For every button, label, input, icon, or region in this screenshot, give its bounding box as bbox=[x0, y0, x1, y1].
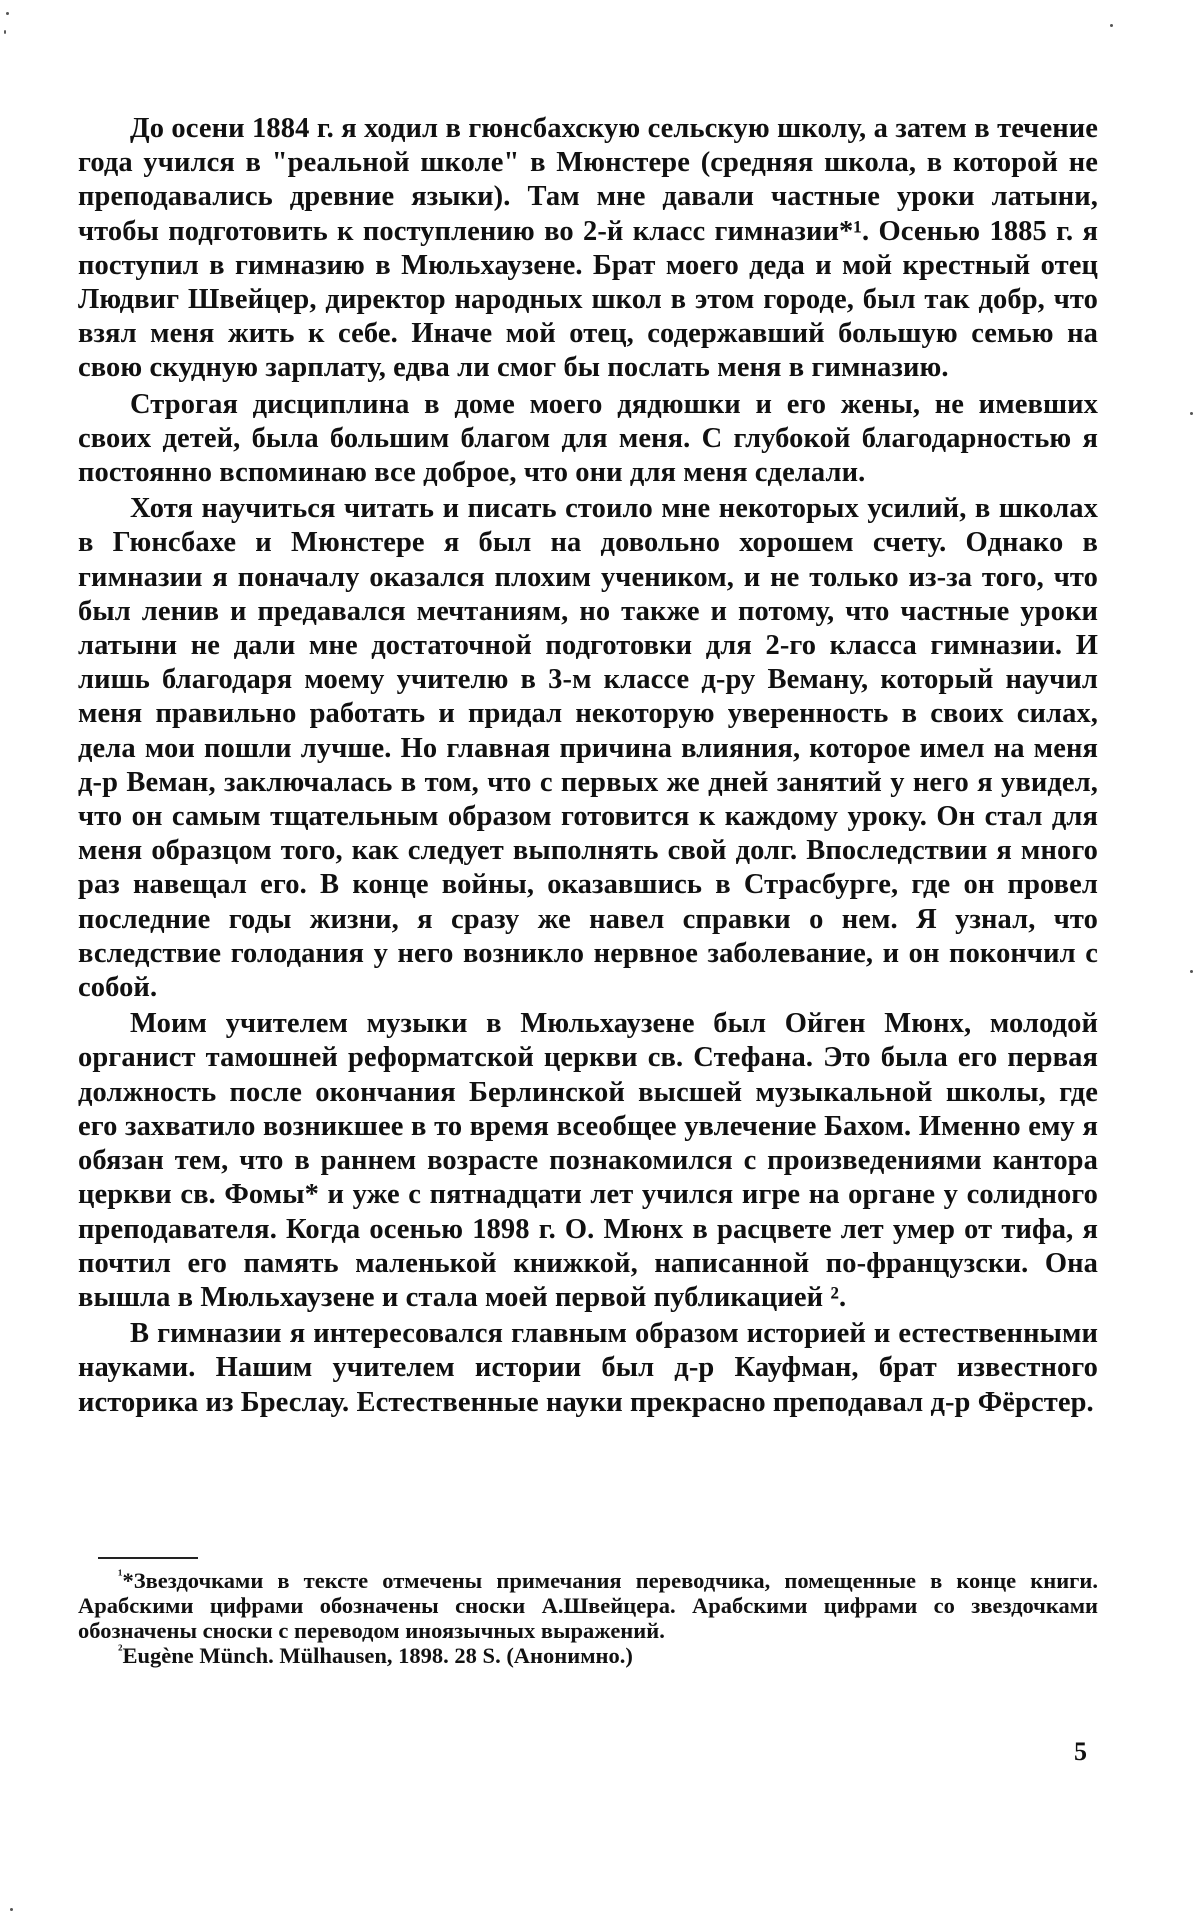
footnotes bbox=[78, 1568, 1098, 1668]
scan-speck bbox=[10, 1908, 13, 1911]
scan-speck bbox=[1190, 970, 1193, 973]
footnote-separator bbox=[98, 1557, 198, 1559]
scan-speck bbox=[1110, 24, 1113, 27]
footnote-mark: ¹ bbox=[118, 1567, 123, 1584]
scan-speck bbox=[1190, 412, 1193, 415]
footnote-text: Eugène Münch. Mülhausen, 1898. 28 S. (Анонимно.) bbox=[122, 1643, 633, 1668]
main-text bbox=[78, 112, 1098, 1420]
footnote-mark: ² bbox=[118, 1642, 123, 1659]
paragraph: В гимназии я интересовался главным образом историей и естественными науками. Нашим учителем истории был д-р Кауфман, брат известного историка из Бреслау. Естественные науки прекрасно преподавал д-р Фёрстер. bbox=[78, 1318, 1098, 1418]
footnote bbox=[78, 1643, 1098, 1668]
paragraph: Хотя научиться читать и писать стоило мне некоторых усилий, в школах в Гюнсбахе и Мюнстере я был на довольно хорошем счету. Однако в гимназии я поначалу оказался плохим учеником, и не только из-за того, что был ленив и предавался мечтаниям, но также и потому, что частные уроки латыни не дали мне достаточной подготовки для 2-го класса гимназии. И лишь благодаря моему учителю в 3-м классе д-ру Веману, который научил меня правильно работать и придал некоторую уверенность в своих силах, дела мои пошли лучше. Но главная причина влияния, которое имел на меня д-р Веман, заключалась в том, что с первых же дней занятий у него я увидел, что он самым тщательным образом готовится к каждому уроку. Он стал для меня образцом того, как следует выполнять свой долг. Впоследствии я много раз навещал его. В конце войны, оказавшись в Страсбурге, где он провел последние годы жизни, я сразу же навел справки о нем. Я узнал, что вследствие голодания у него возникло нервное заболевание, и он покончил с собой. bbox=[78, 493, 1098, 1004]
paragraph: Строгая дисциплина в доме моего дядюшки и его жены, не имевших своих детей, была большим благом для меня. С глубокой благодарностью я постоянно вспоминаю все доброе, что они для меня сделали. bbox=[78, 388, 1098, 489]
paragraph: Моим учителем музыки в Мюльхаузене был Ойген Мюнх, молодой органист тамошней реформатской церкви св. Стефана. Это была его первая должность после окончания Берлинской высшей музыкальной школы, где его захватило возникшее в то время всеобщее увлечение Бахом. Именно ему я обязан тем, что в раннем возрасте познакомился с произведениями кантора церкви св. Фомы* и уже с пятнадцати лет учился игре на органе у солидного преподавателя. Когда осенью 1898 г. О. Мюнх в расцвете лет умер от тифа, я почтил его память маленькой книжкой, написанной по-французски. Она вышла в Мюльхаузене и стала моей первой публикацией ². bbox=[78, 1008, 1098, 1313]
page-number: 5 bbox=[1074, 1737, 1087, 1766]
footnote-text: *Звездочками в тексте отмечены примечания переводчика, помещенные в конце книги. Арабскими цифрами обозначены сноски А.Швейцера. Арабскими цифрами со звездочками обозначены сноски с переводом иноязычных выражений. bbox=[78, 1568, 1098, 1643]
scan-speck bbox=[6, 12, 9, 15]
scan-speck bbox=[4, 30, 6, 34]
footnote bbox=[78, 1568, 1098, 1643]
paragraph: До осени 1884 г. я ходил в гюнсбахскую сельскую школу, а затем в течение года учился в "реальной школе" в Мюнстере (средняя школа, в которой не преподавались древние языки). Там мне давали частные уроки латыни, чтобы подготовить к поступлению во 2-й класс гимназии*¹. Осенью 1885 г. я поступил в гимназию в Мюльхаузене. Брат моего деда и мой крестный отец Людвиг Швейцер, директор народных школ в этом городе, был так добр, что взял меня жить к себе. Иначе мой отец, содержавший большую семью на свою скудную зарплату, едва ли смог бы послать меня в гимназию. bbox=[78, 113, 1098, 384]
